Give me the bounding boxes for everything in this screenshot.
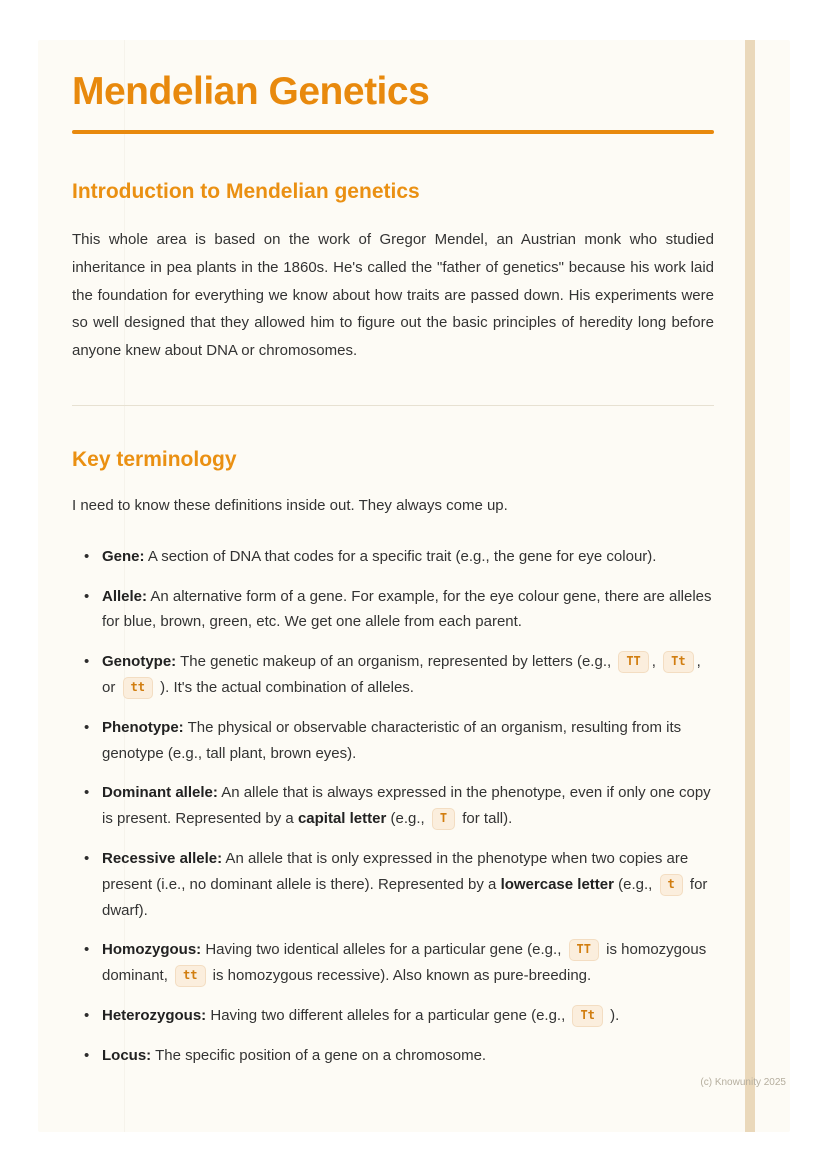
term-definition-text: An alternative form of a gene. For example, for the eye colour gene, there are alleles for blue, brown, green, etc. We get one allele from each parent. [102, 587, 712, 631]
term-item [84, 937, 714, 989]
term-definition-text: (e.g., [386, 810, 429, 828]
term-definition-text: (e.g., [613, 875, 657, 893]
allele-code-chip: t [660, 874, 683, 896]
allele-code-chip: TT [618, 651, 648, 673]
allele-code-chip: tt [175, 965, 205, 987]
allele-code-chip: Tt [572, 1005, 602, 1027]
title-underline [72, 130, 714, 134]
page-content [72, 70, 714, 1083]
term-label: lowercase letter [500, 875, 614, 893]
term-definition-text: An allele that is only expressed in the phenotype when two copies are present (i.e., no dominant allele is there). Represented by a [102, 849, 689, 893]
page-title: Mendelian Genetics [72, 70, 430, 113]
term-definition-text: for tall). [458, 810, 513, 828]
term-label: capital letter [297, 810, 387, 828]
term-definition-text: ). It's the actual combination of alleles. [155, 678, 414, 696]
term-definition-text: Having two identical alleles for a particular gene (e.g., [201, 941, 566, 959]
term-definition-text: An allele that is always expressed in the phenotype, even if only one copy is present. Represented by a [102, 784, 711, 828]
page-sheet [38, 40, 790, 1132]
allele-code-chip: tt [123, 677, 153, 699]
watermark: (c) Knowunity 2025 [700, 1077, 786, 1088]
term-definition-text: for dwarf). [102, 875, 708, 919]
term-label: Heterozygous: [102, 1006, 207, 1024]
term-item [84, 1003, 714, 1029]
term-definition-text: A section of DNA that codes for a specific trait (e.g., the gene for eye colour). [144, 547, 657, 565]
term-definition-text: ). [605, 1006, 620, 1024]
term-label: Genotype: [102, 653, 177, 671]
term-item [84, 544, 714, 570]
term-label: Dominant allele: [102, 784, 218, 802]
term-item [84, 780, 714, 832]
section-heading-terminology: Key terminology [72, 447, 237, 471]
terminology-list [72, 544, 714, 1069]
term-item [84, 846, 714, 923]
term-definition-text: , or [102, 653, 701, 696]
term-label: Locus: [102, 1046, 152, 1064]
section-divider [72, 405, 714, 406]
term-item [84, 1043, 714, 1069]
allele-code-chip: T [432, 808, 455, 830]
term-definition-text: , [651, 653, 661, 671]
term-definition-text: The specific position of a gene on a chromosome. [151, 1046, 487, 1064]
side-stripe [745, 40, 755, 1132]
section-heading-introduction: Introduction to Mendelian genetics [72, 180, 420, 203]
term-definition-text: Having two different alleles for a particular gene (e.g., [206, 1006, 570, 1024]
term-definition-text: The physical or observable characteristic of an organism, resulting from its genotype (e.g., tall plant, brown eyes). [102, 718, 682, 762]
term-item [84, 715, 714, 767]
term-definition-text: The genetic makeup of an organism, represented by letters (e.g., [176, 653, 616, 671]
term-label: Allele: [102, 587, 148, 605]
term-label: Recessive allele: [102, 849, 223, 867]
allele-code-chip: TT [569, 939, 599, 961]
allele-code-chip: Tt [663, 651, 693, 673]
term-definition-text: is homozygous recessive). Also known as pure-breeding. [208, 967, 592, 985]
introduction-paragraph: This whole area is based on the work of Gregor Mendel, an Austrian monk who studied inheritance in pea plants in the 1860s. He's called the "father of genetics" because his work laid the foundation for everything we know about how traits are passed down. His experiments were so well designed that they allowed him to figure out the basic principles of heredity long before anyone knew about DNA or chromosomes. [72, 231, 714, 359]
term-label: Homozygous: [102, 941, 202, 959]
term-definition-text: is homozygous dominant, [102, 941, 707, 985]
term-item [84, 649, 714, 701]
term-item [84, 584, 714, 636]
term-label: Gene: [102, 547, 145, 565]
term-label: Phenotype: [102, 718, 184, 736]
terminology-intro: I need to know these definitions inside out. They always come up. [72, 496, 508, 514]
